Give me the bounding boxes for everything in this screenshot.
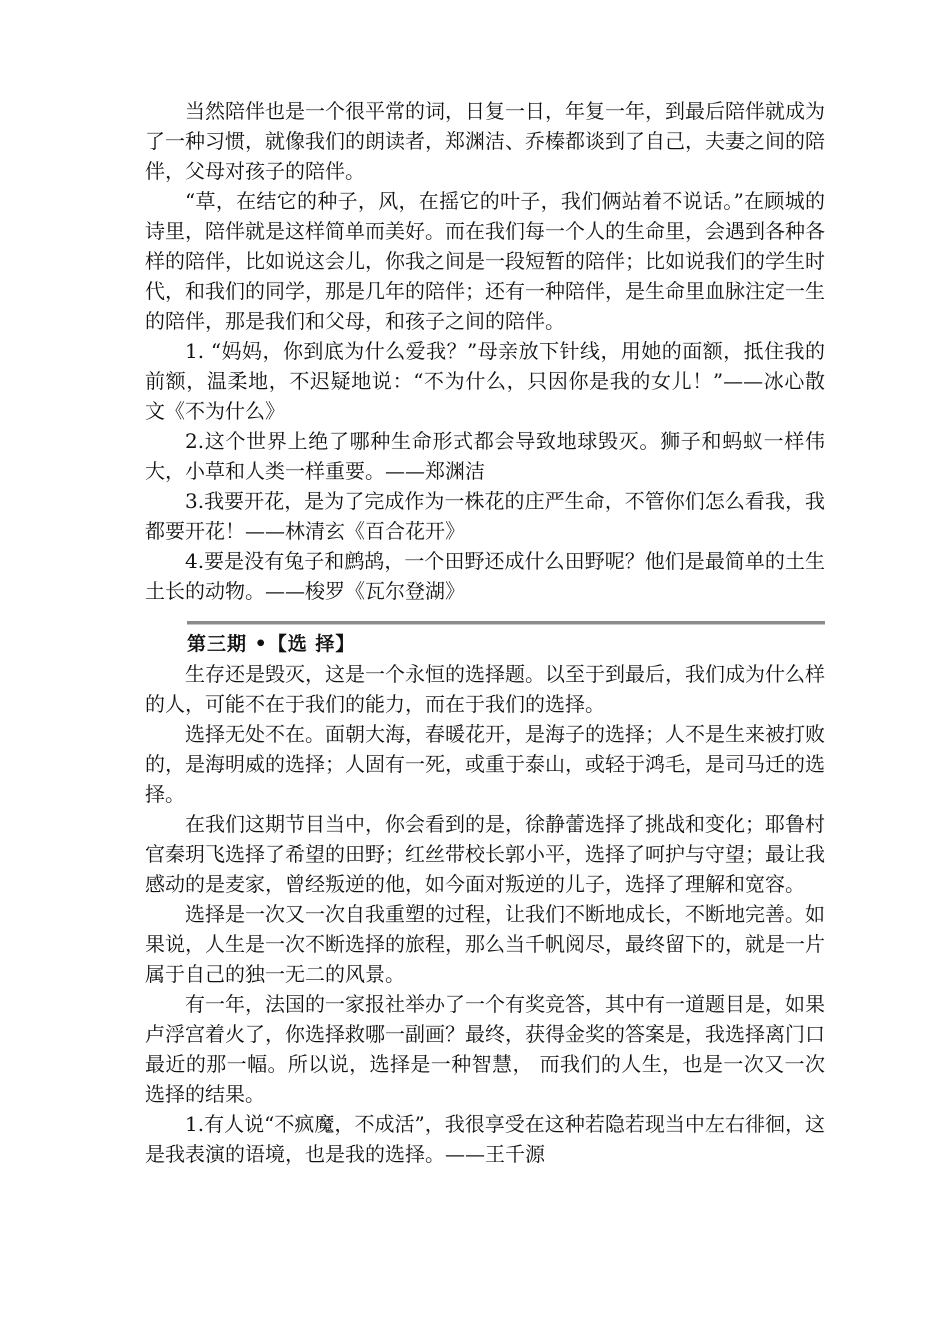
paragraph: “草，在结它的种子，风，在摇它的叶子，我们俩站着不说话。”在顾城的诗里，陪伴就是这样简单而美好。而在我们每一个人的生命里，会遇到各种各样的陪伴，比如说这会儿，你我之间是一段短暂的陪伴；比如说我们的学生时代，和我们的同学，那是几年的陪伴；还有一种陪伴，是生命里血脉注定一生的陪伴，那是我们和父母，和孩子之间的陪伴。 <box>145 189 825 333</box>
quote-item: 4.要是没有兔子和鹧鸪，一个田野还成什么田野呢？他们是最简单的土生土长的动物。——梭罗《瓦尔登湖》 <box>145 549 825 603</box>
paragraph: 生存还是毁灭，这是一个永恒的选择题。以至于到最后，我们成为什么样的人，可能不在于我们的能力，而在于我们的选择。 <box>145 662 825 716</box>
quote-item: 3.我要开花，是为了完成作为一株花的庄严生命，不管你们怎么看我，我都要开花！——林清玄《百合花开》 <box>145 489 825 543</box>
paragraph: 在我们这期节目当中，你会看到的是，徐静蕾选择了挑战和变化；耶鲁村官秦玥飞选择了希望的田野；红丝带校长郭小平，选择了呵护与守望；最让我感动的是麦家，曾经叛逆的他，如今面对叛逆的儿子，选择了理解和宽容。 <box>145 812 825 896</box>
section-heading: 第三期 •【选 择】 <box>187 633 356 655</box>
section-divider <box>187 621 825 625</box>
quote-item: 2.这个世界上绝了哪种生命形式都会导致地球毁灭。狮子和蚂蚁一样伟大，小草和人类一样重要。——郑渊洁 <box>145 429 825 483</box>
paragraph: 选择是一次又一次自我重塑的过程，让我们不断地成长，不断地完善。如果说，人生是一次不断选择的旅程，那么当千帆阅尽，最终留下的，就是一片属于自己的独一无二的风景。 <box>145 902 825 986</box>
paragraph: 当然陪伴也是一个很平常的词，日复一日，年复一年，到最后陪伴就成为了一种习惯，就像我们的朗读者，郑渊洁、乔榛都谈到了自己，夫妻之间的陪伴，父母对孩子的陪伴。 <box>145 99 825 183</box>
quote-item: 1.有人说“不疯魔，不成活”，我很享受在这种若隐若现当中左右徘徊，这是我表演的语境，也是我的选择。——王千源 <box>145 1112 825 1166</box>
document-page <box>145 96 825 1169</box>
paragraph: 有一年，法国的一家报社举办了一个有奖竞答，其中有一道题目是，如果卢浮宫着火了，你选择救哪一副画？最终，获得金奖的答案是，我选择离门口最近的那一幅。所以说，选择是一种智慧， 而我们的人生，也是一次又一次选择的结果。 <box>145 992 825 1106</box>
quote-item: 1. “妈妈，你到底为什么爱我？”母亲放下针线，用她的面额，抵住我的前额，温柔地，不迟疑地说：“不为什么，只因你是我的女儿！”——冰心散文《不为什么》 <box>145 339 825 423</box>
paragraph: 选择无处不在。面朝大海，春暖花开，是海子的选择；人不是生来被打败的，是海明威的选择；人固有一死，或重于泰山，或轻于鸿毛，是司马迁的选择。 <box>145 722 825 806</box>
